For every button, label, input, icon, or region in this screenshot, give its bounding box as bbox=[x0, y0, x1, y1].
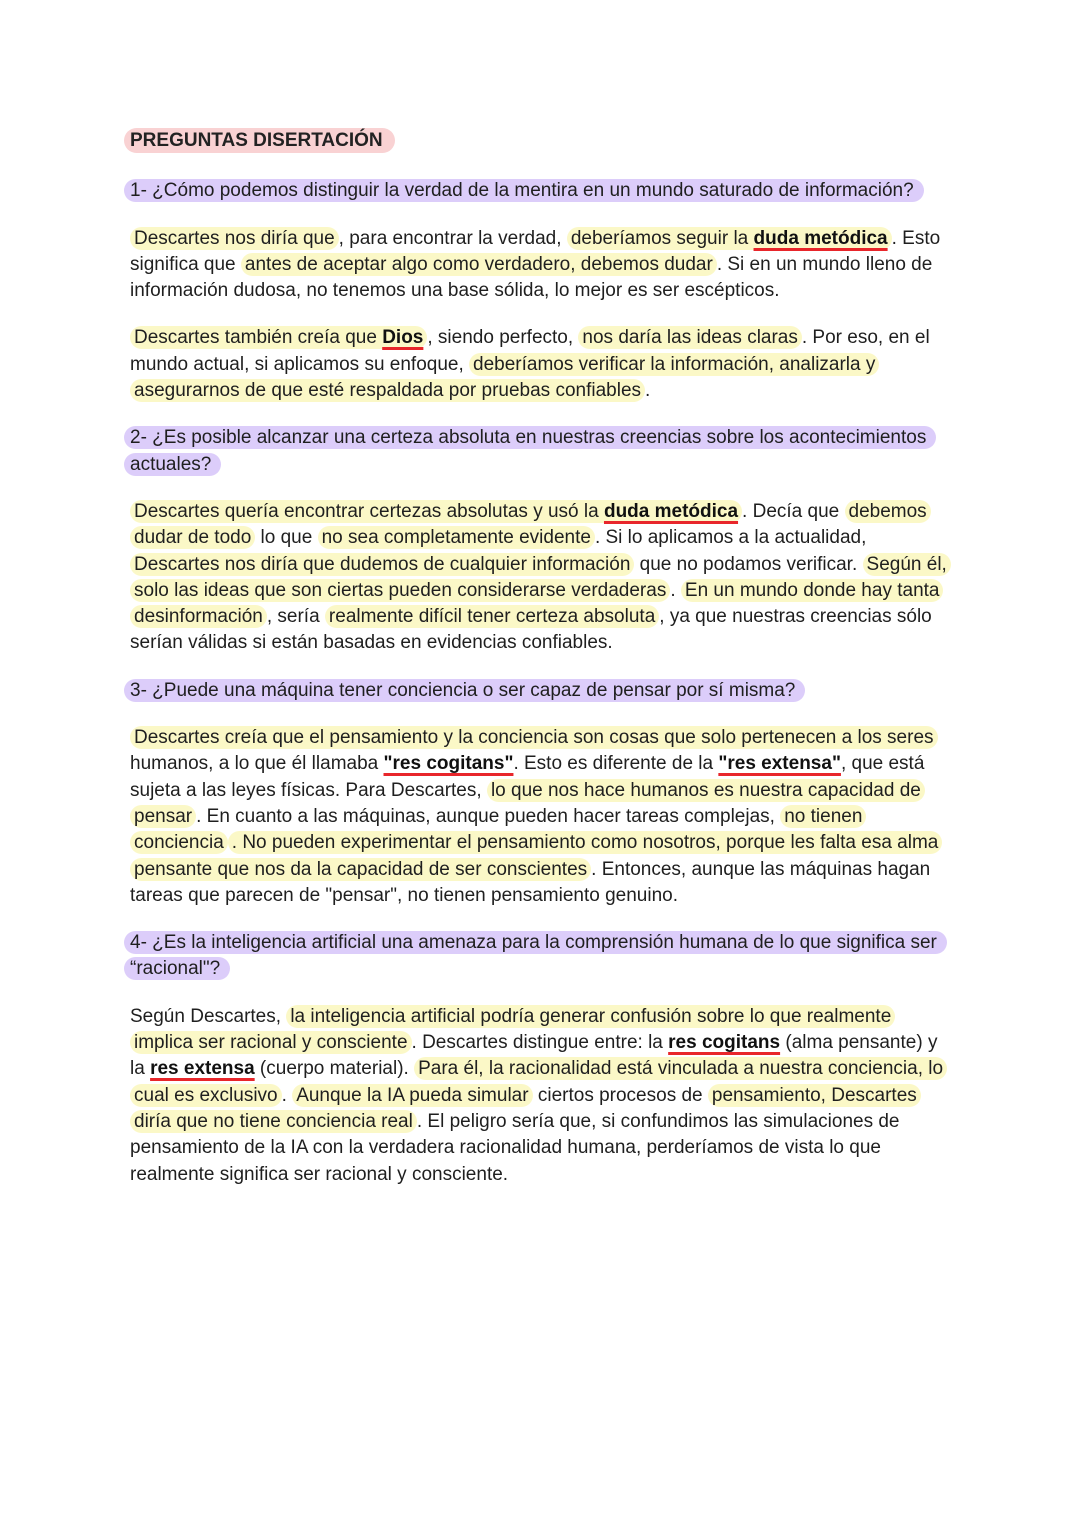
highlight: deberíamos verificar la información, analizarla y asegurarnos de que esté respaldada por pruebas confiables bbox=[130, 353, 879, 402]
title-block bbox=[130, 128, 950, 154]
highlight: . No pueden experimentar el pensamiento como nosotros, porque les falta esa alma pensante que nos da la capacidad de ser conscientes bbox=[130, 831, 942, 880]
text-run: Según Descartes, bbox=[130, 1005, 287, 1027]
highlight: Descartes nos diría que bbox=[130, 227, 339, 250]
highlight: Para él, la racionalidad está vinculada a nuestra conciencia, lo cual es exclusivo bbox=[130, 1057, 947, 1106]
highlight: realmente difícil tener certeza absoluta bbox=[325, 605, 659, 628]
text-run: . Decía que bbox=[742, 500, 845, 522]
text-run: . Esto es diferente de la bbox=[513, 753, 719, 775]
text-run: . bbox=[281, 1084, 293, 1106]
text-run: . Si lo aplicamos a la actualidad, bbox=[594, 527, 867, 549]
answer-1-paragraph-1 bbox=[130, 226, 950, 305]
key-term: "res cogitans" bbox=[383, 753, 514, 775]
highlight bbox=[567, 227, 892, 250]
document-title: PREGUNTAS DISERTACIÓN bbox=[124, 128, 395, 153]
answer-3-paragraph-1 bbox=[130, 725, 950, 909]
key-term: duda metódica bbox=[603, 500, 739, 522]
text-run: . Esto significa que bbox=[130, 227, 941, 275]
highlight: En un mundo donde hay tanta desinformación bbox=[130, 579, 943, 628]
question-1-text: 1- ¿Cómo podemos distinguir la verdad de la mentira en un mundo saturado de información? bbox=[124, 179, 924, 202]
highlight: Descartes nos diría que dudemos de cualquier información bbox=[130, 553, 634, 576]
key-term: Dios bbox=[382, 327, 424, 349]
text-run: humanos, a lo que él llamaba bbox=[130, 753, 384, 775]
question-1 bbox=[130, 178, 950, 204]
text-run: ciertos procesos de bbox=[532, 1084, 708, 1106]
text-run: , ya que nuestras creencias sólo serían válidas si están basadas en evidencias confiables. bbox=[130, 606, 932, 654]
text-run: que no podamos verificar. bbox=[634, 553, 863, 575]
highlight: debemos dudar de todo bbox=[130, 500, 931, 549]
text-run: , para encontrar la verdad, bbox=[338, 227, 567, 249]
highlight: pensamiento, Descartes diría que no tiene conciencia real bbox=[130, 1084, 921, 1133]
highlight: Según él, solo las ideas que son ciertas pueden considerarse verdaderas bbox=[130, 553, 951, 602]
question-4 bbox=[130, 930, 950, 983]
text-run: (cuerpo material). bbox=[254, 1058, 415, 1080]
text-run: Descartes también creía que bbox=[134, 327, 383, 349]
text-run: . bbox=[670, 579, 681, 601]
text-run: . bbox=[645, 380, 651, 402]
text-run: (alma pensante) y la bbox=[130, 1032, 938, 1080]
answer-1-paragraph-2 bbox=[130, 325, 950, 404]
text-run: . Entonces, aunque las máquinas hagan tareas que parecen de "pensar", no tienen pensamiento genuino. bbox=[130, 858, 931, 906]
text-run: , sería bbox=[266, 606, 325, 628]
key-term: res cogitans bbox=[668, 1032, 781, 1054]
highlight: no sea completamente evidente bbox=[318, 526, 595, 549]
highlight: Aunque la IA pueda simular bbox=[292, 1084, 532, 1107]
answer-2-paragraph-1 bbox=[130, 499, 950, 657]
text-run: Descartes quería encontrar certezas absolutas y usó la bbox=[134, 500, 604, 522]
highlight: la inteligencia artificial podría generar confusión sobre lo que realmente implica ser racional y consciente bbox=[130, 1005, 895, 1054]
question-2 bbox=[130, 425, 950, 478]
key-term: duda metódica bbox=[753, 227, 888, 249]
highlight: Descartes creía que el pensamiento y la conciencia son cosas que solo pertenecen a los seres bbox=[130, 726, 938, 749]
question-3 bbox=[130, 678, 950, 704]
text-run: , que está sujeta a las leyes físicas. Para Descartes, bbox=[130, 753, 925, 801]
highlight: nos daría las ideas claras bbox=[578, 326, 801, 349]
question-3-text: 3- ¿Puede una máquina tener conciencia o ser capaz de pensar por sí misma? bbox=[124, 679, 805, 702]
key-term: res extensa bbox=[150, 1058, 255, 1080]
answer-4-paragraph-1 bbox=[130, 1004, 950, 1188]
text-run: lo que bbox=[255, 527, 318, 549]
text-run: . En cuanto a las máquinas, aunque pueden hacer tareas complejas, bbox=[196, 805, 781, 827]
text-run: . Si en un mundo lleno de información dudosa, no tenemos una base sólida, lo mejor es ser escépticos. bbox=[130, 253, 933, 302]
highlight: no tienen conciencia bbox=[130, 805, 866, 854]
text-run: deberíamos seguir la bbox=[570, 227, 754, 249]
text-run: . Por eso, en el mundo actual, si aplicamos su enfoque, bbox=[130, 327, 930, 375]
document-page bbox=[130, 128, 950, 1209]
text-run: . Descartes distingue entre: la bbox=[411, 1032, 669, 1054]
highlight bbox=[130, 500, 742, 523]
key-term: "res extensa" bbox=[718, 753, 841, 775]
highlight: lo que nos hace humanos es nuestra capacidad de pensar bbox=[130, 779, 925, 828]
highlight bbox=[130, 326, 427, 349]
text-run: , siendo perfecto, bbox=[427, 327, 579, 349]
question-2-text: 2- ¿Es posible alcanzar una certeza absoluta en nuestras creencias sobre los acontecimientos actuales? bbox=[124, 426, 936, 475]
question-4-text: 4- ¿Es la inteligencia artificial una amenaza para la comprensión humana de lo que significa ser “racional"? bbox=[124, 931, 947, 980]
highlight: antes de aceptar algo como verdadero, debemos dudar bbox=[241, 253, 717, 276]
text-run: . El peligro sería que, si confundimos las simulaciones de pensamiento de la IA con la verdadera racionalidad humana, perderíamos de vista lo que realmente significa ser racional y consciente. bbox=[130, 1110, 900, 1185]
